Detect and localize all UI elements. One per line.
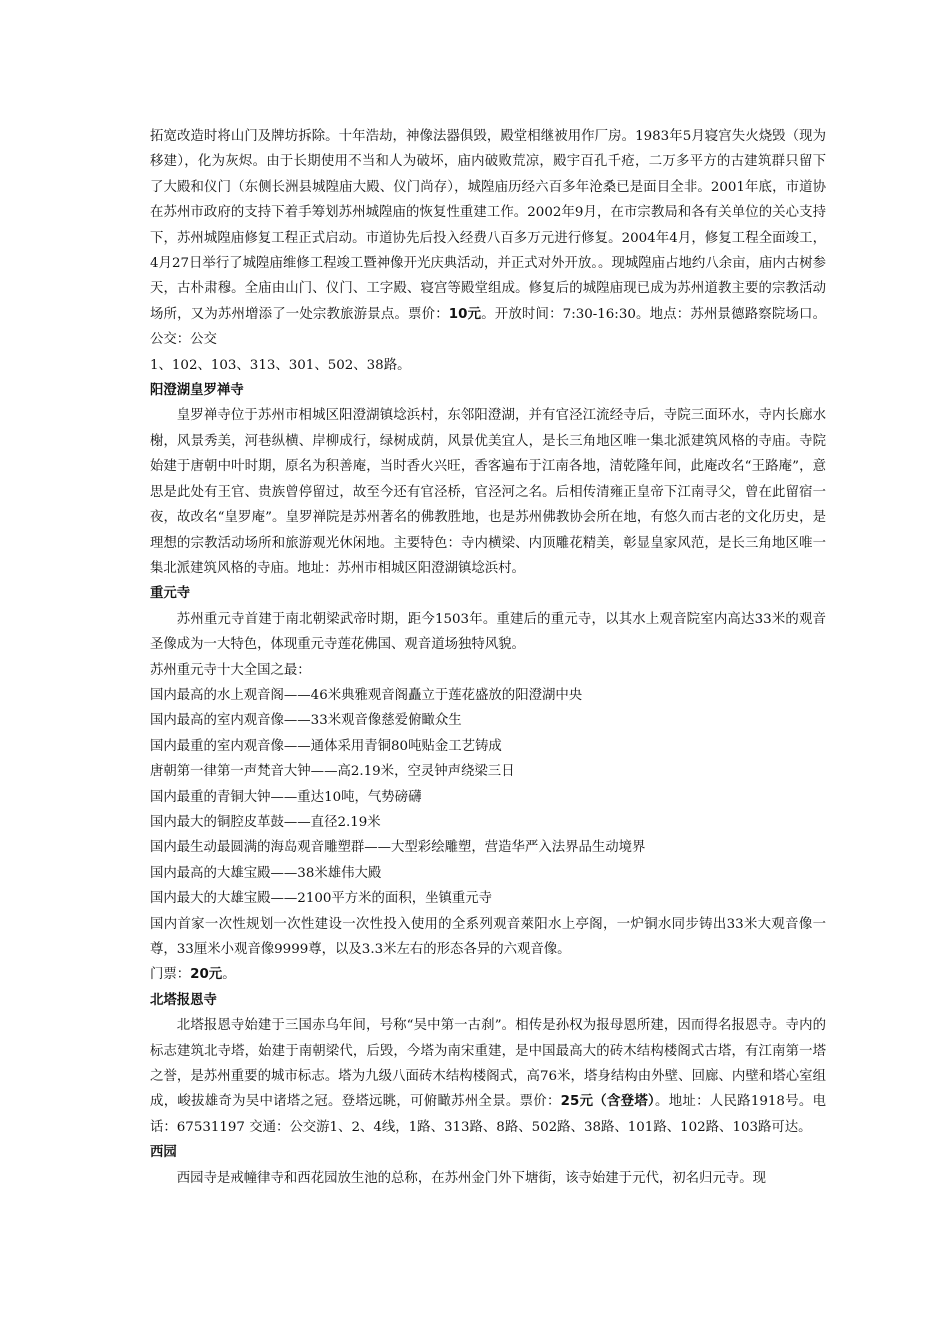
list-item: 国内最高的室内观音像——33米观音像慈爱俯瞰众生: [150, 713, 462, 729]
list-item: 国内最高的大雄宝殿——38米雄伟大殿: [150, 865, 382, 881]
section-title-beita: 北塔报恩寺: [150, 992, 217, 1008]
price: 10元: [448, 306, 482, 322]
list-item: 国内最重的室内观音像——通体采用青铜80吨贴金工艺铸成: [150, 738, 502, 754]
list-title: 苏州重元寺十大全国之最：: [150, 662, 311, 678]
beita-price: 25元（含登塔）: [560, 1094, 656, 1110]
ticket-line: 门票：20元。: [150, 967, 236, 983]
section-title-chongyuan: 重元寺: [150, 586, 191, 602]
section-title-huangluo: 阳澄湖皇罗禅寺: [150, 383, 244, 399]
intro-last-line: 1、102、103、313、301、502、38路。: [150, 357, 411, 373]
list-item: 国内最生动最圆满的海岛观音雕塑群——大型彩绘雕塑，营造华严入法界品生动境界: [150, 840, 646, 856]
document-page: [150, 124, 826, 1191]
list-item: 唐朝第一律第一声梵音大钟——高2.19米，空灵钟声绕梁三日: [150, 764, 515, 780]
list-item: 国内首家一次性规划一次性建设一次性投入使用的全系列观音萊阳水上亭阁，一炉铜水同步铸出33米大观音像一尊，33厘米小观音像9999尊，以及3.3米左右的形态各异的六观音像。: [150, 916, 826, 957]
list-item: 国内最大的铜腔皮革鼓——直径2.19米: [150, 814, 381, 830]
section-text-chongyuan: 苏州重元寺首建于南北朝梁武帝时期，距今1503年。重建后的重元寺，以其水上观音院室内高达33米的观音圣像成为一大特色，体现重元寺莲花佛国、观音道场独特风貌。: [150, 611, 826, 653]
list-item: 国内最重的青铜大钟——重达10吨，气势磅礴: [150, 789, 422, 805]
section-text-xiyuan: 西园寺是戒幢律寺和西花园放生池的总称，在苏州金门外下塘街，该寺始建于元代，初名归元寺。现: [176, 1170, 766, 1186]
section-title-xiyuan: 西园: [150, 1145, 177, 1161]
intro-paragraph: 拓宽改造时将山门及牌坊拆除。十年浩劫，神像法器俱毁，殿堂相继被用作厂房。1983年5月寝宫失火烧毁（现为移建），化为灰烬。由于长期使用不当和人为破坏，庙内破败荒凉，殿宇百孔千疮，二万多平方的古建筑群只留下了大殿和仪门（东侧长洲县城隍庙大殿、仪门尚存），城隍庙历经六百多年沧桑已是面目全非。2001年底，市道协在苏州市政府的支持下着手筹划苏州城隍庙的恢复性重建工作。2002年9月，在市宗教局和各有关单位的关心支持下，苏州城隍庙修复工程正式启动。市道协先后投入经费八百多万元进行修复。2004年4月，修复工程全面竣工，4月27日举行了城隍庙维修工程竣工暨神像开光庆典活动，并正式对外开放。。现城隍庙占地约八余亩，庙内古树参天，古朴肃穆。全庙由山门、仪门、工字殿、寝宫等殿堂组成。修复后的城隍庙现已成为苏州道教主要的宗教活动场所，又为苏州增添了一处宗教旅游景点。票价：10元。开放时间：7:30-16:30。地点：苏州景德路察院场口。公交：公交: [150, 129, 826, 348]
list-item: 国内最大的大雄宝殿——2100平方米的面积，坐镇重元寺: [150, 891, 493, 907]
ticket-price: 20元: [190, 967, 223, 983]
list-item: 国内最高的水上观音阁——46米典雅观音阁矗立于莲花盛放的阳澄湖中央: [150, 687, 583, 703]
section-text-beita: 北塔报恩寺始建于三国赤乌年间，号称“吴中第一古刹”。相传是孙权为报母恩所建，因而得名报恩寺。寺内的标志建筑北寺塔，始建于南朝梁代，后毁，今塔为南宋重建，是中国最高大的砖木结构楼阁式古塔，有江南第一塔之誉，是苏州重要的城市标志。塔为九级八面砖木结构楼阁式，高76米，塔身结构由外壁、回廊、内壁和塔心室组成，峻拔雄奇为吴中诸塔之冠。登塔远眺，可俯瞰苏州全景。票价：25元（含登塔）。地址：人民路1918号。电话：67531197 交通：公交游1、2、4线，1路、313路、8路、502路、38路、101路、102路、103路可达。: [150, 1018, 827, 1135]
section-text-huangluo: 皇罗禅寺位于苏州市相城区阳澄湖镇埝浜村，东邻阳澄湖，并有官泾江流经寺后，寺院三面环水，寺内长廊水榭，风景秀美，河巷纵横、岸柳成行，绿树成荫，风景优美宜人，是长三角地区唯一集北派建筑风格的寺庙。寺院始建于唐朝中叶时期，原名为积善庵，当时香火兴旺，香客遍布于江南各地，清乾隆年间，此庵改名“王路庵”，意思是此处有王官、贵族曾停留过，故至今还有官泾桥，官泾河之名。后相传清雍正皇帝下江南寻父，曾在此留宿一夜，故改名“皇罗庵”。皇罗禅院是苏州著名的佛教胜地，也是苏州佛教协会所在地，有悠久而古老的文化历史，是理想的宗教活动场所和旅游观光休闲地。主要特色：寺内横梁、内顶雕花精美，彰显皇家风范，是长三角地区唯一集北派建筑风格的寺庙。地址：苏州市相城区阳澄湖镇埝浜村。: [150, 408, 826, 576]
